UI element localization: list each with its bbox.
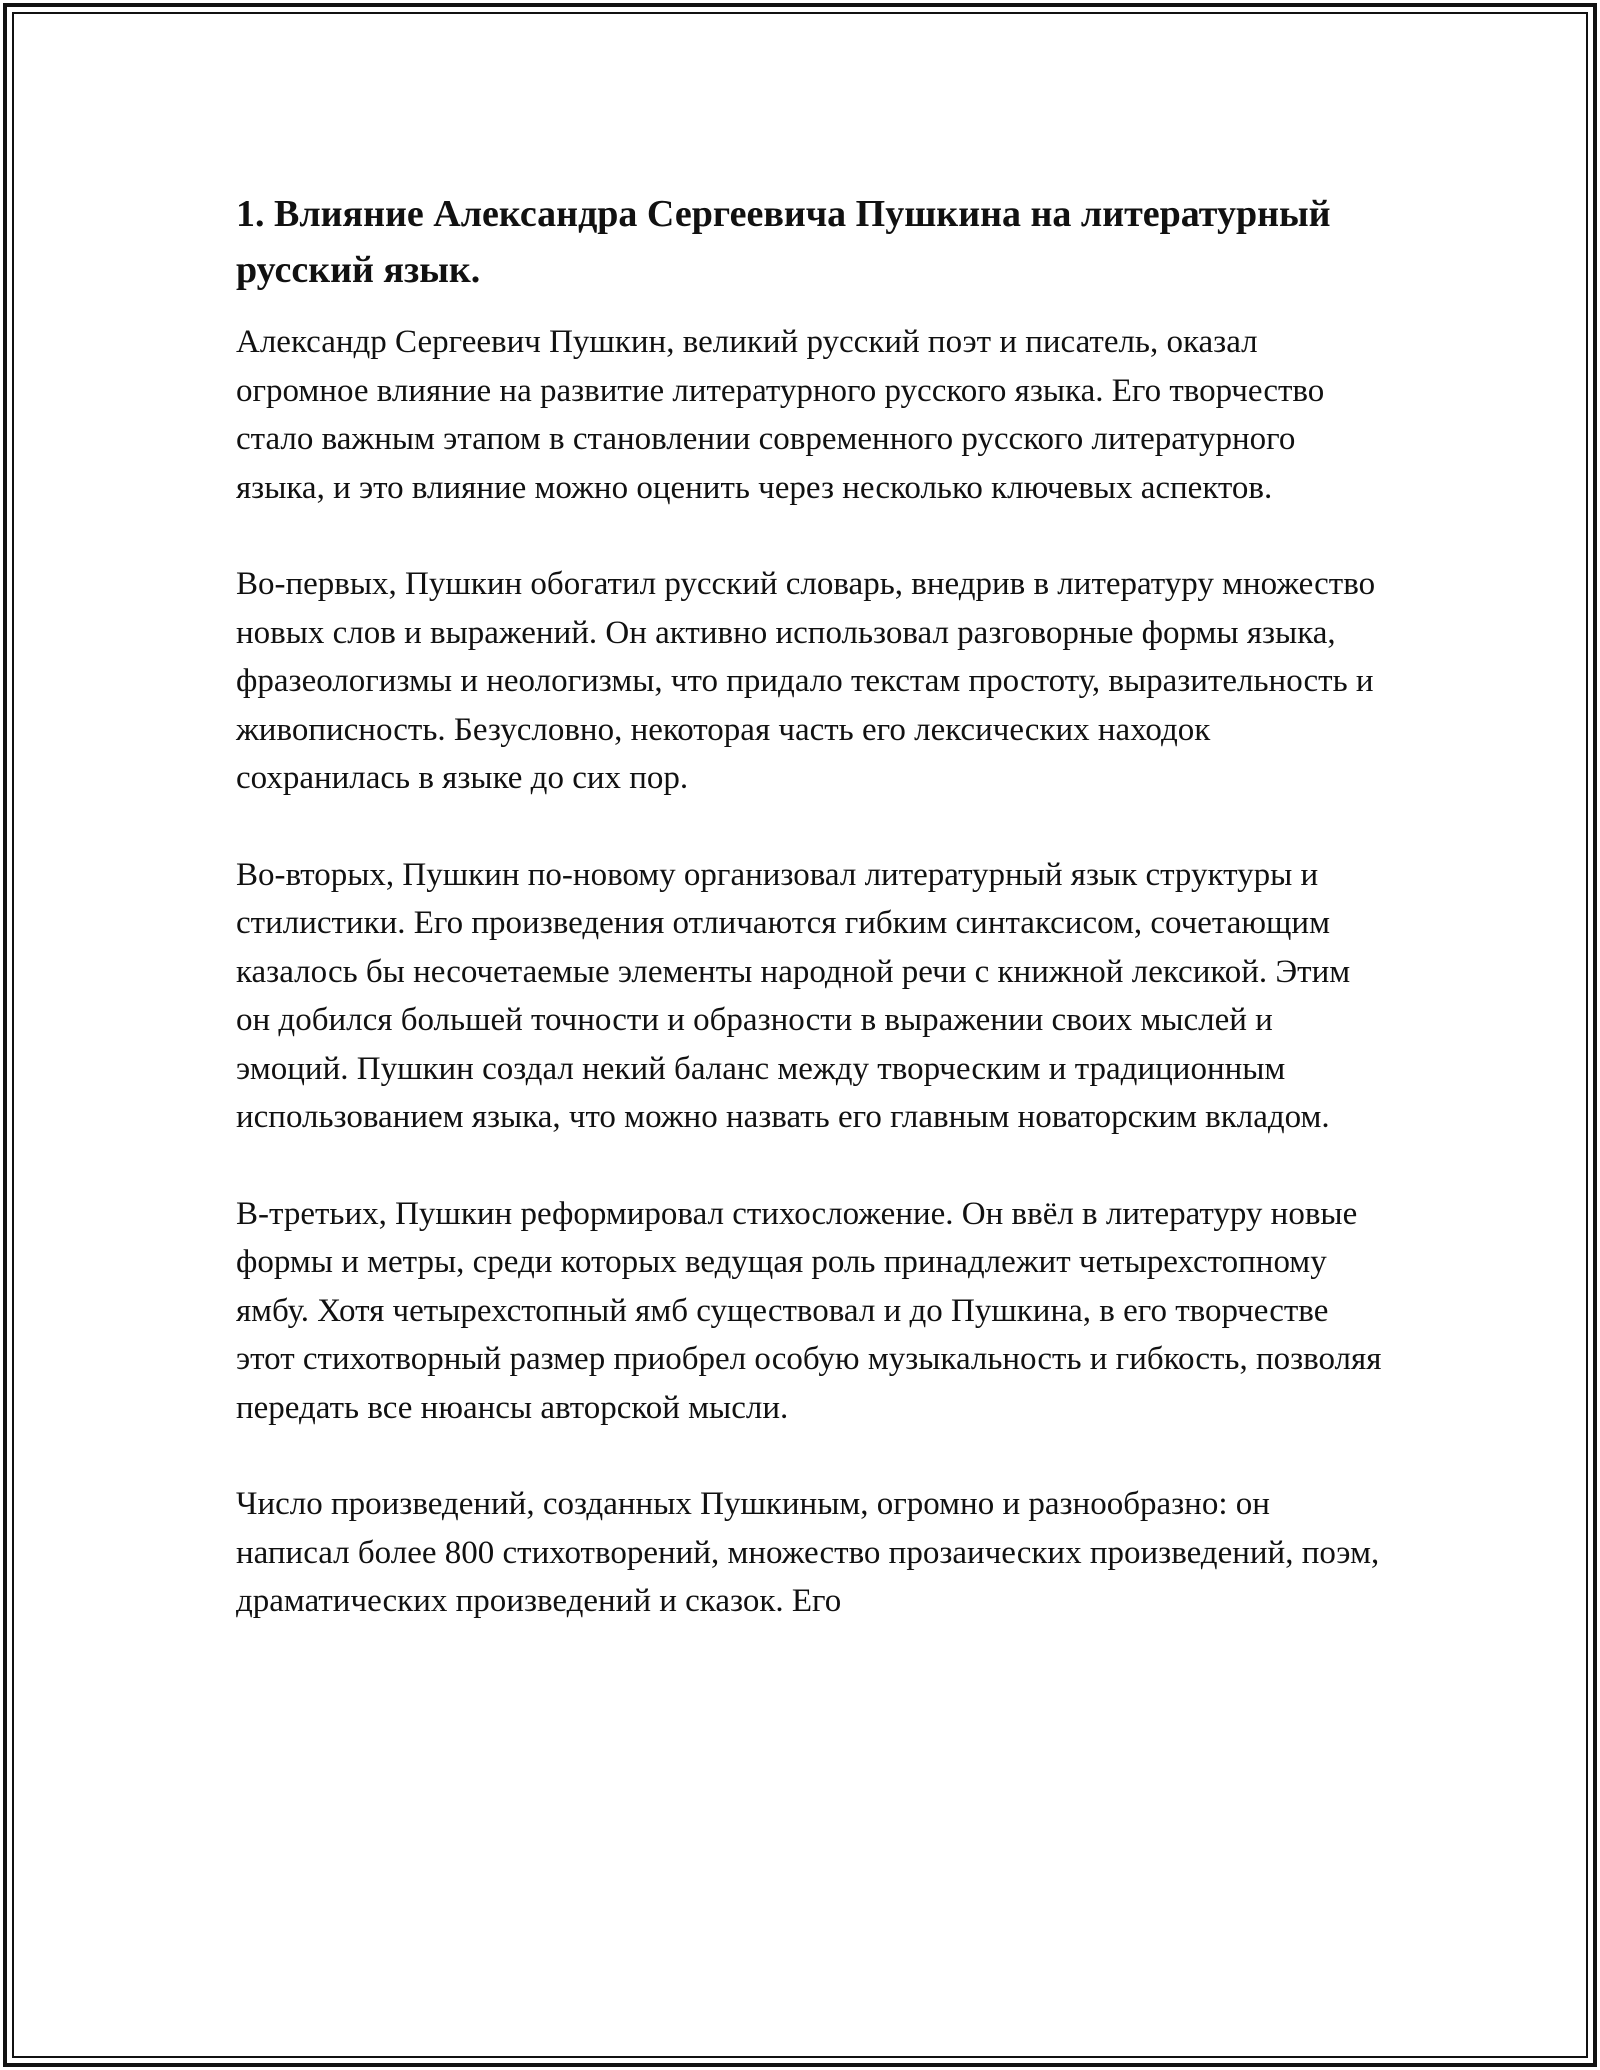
document-body <box>236 186 1386 1626</box>
paragraph-intro: Александр Сергеевич Пушкин, великий русский поэт и писатель, оказал огромное влияние на развитие литературного русского языка. Его творчество стало важным этапом в становлении современного русского литературного языка, и это влияние можно оценить через несколько ключевых аспектов. <box>236 324 1325 506</box>
paragraph-first-aspect: Во-первых, Пушкин обогатил русский словарь, внедрив в литературу множество новых слов и выражений. Он активно использовал разговорные формы языка, фразеологизмы и неологизмы, что придало текстам простоту, выразительность и живописность. Безусловно, некоторая часть его лексических находок сохранилась в языке до сих пор. <box>236 566 1376 796</box>
paragraph-third-aspect: В-третьих, Пушкин реформировал стихосложение. Он ввёл в литературу новые формы и метры, среди которых ведущая роль принадлежит четырехстопному ямбу. Хотя четырехстопный ямб существовал и до Пушкина, в его творчестве этот стихотворный размер приобрел особую музыкальность и гибкость, позволяя передать все нюансы авторской мысли. <box>236 1195 1382 1426</box>
paragraph-second-aspect: Во-вторых, Пушкин по-новому организовал литературный язык структуры и стилистики. Его произведения отличаются гибким синтаксисом, сочетающим казалось бы несочетаемые элементы народной речи с книжной лексикой. Этим он добился большей точности и образности в выражении своих мыслей и эмоций. Пушкин создал некий баланс между творческим и традиционным использованием языка, что можно назвать его главным новаторским вкладом. <box>236 856 1351 1135</box>
paragraph-works-count: Число произведений, созданных Пушкиным, огромно и разнообразно: он написал более 800 стихотворений, множество прозаических произведений, поэм, драматических произведений и сказок. Его <box>236 1486 1380 1619</box>
section-title: 1. Влияние Александра Сергеевича Пушкина на литературный русский язык. <box>236 193 1331 291</box>
